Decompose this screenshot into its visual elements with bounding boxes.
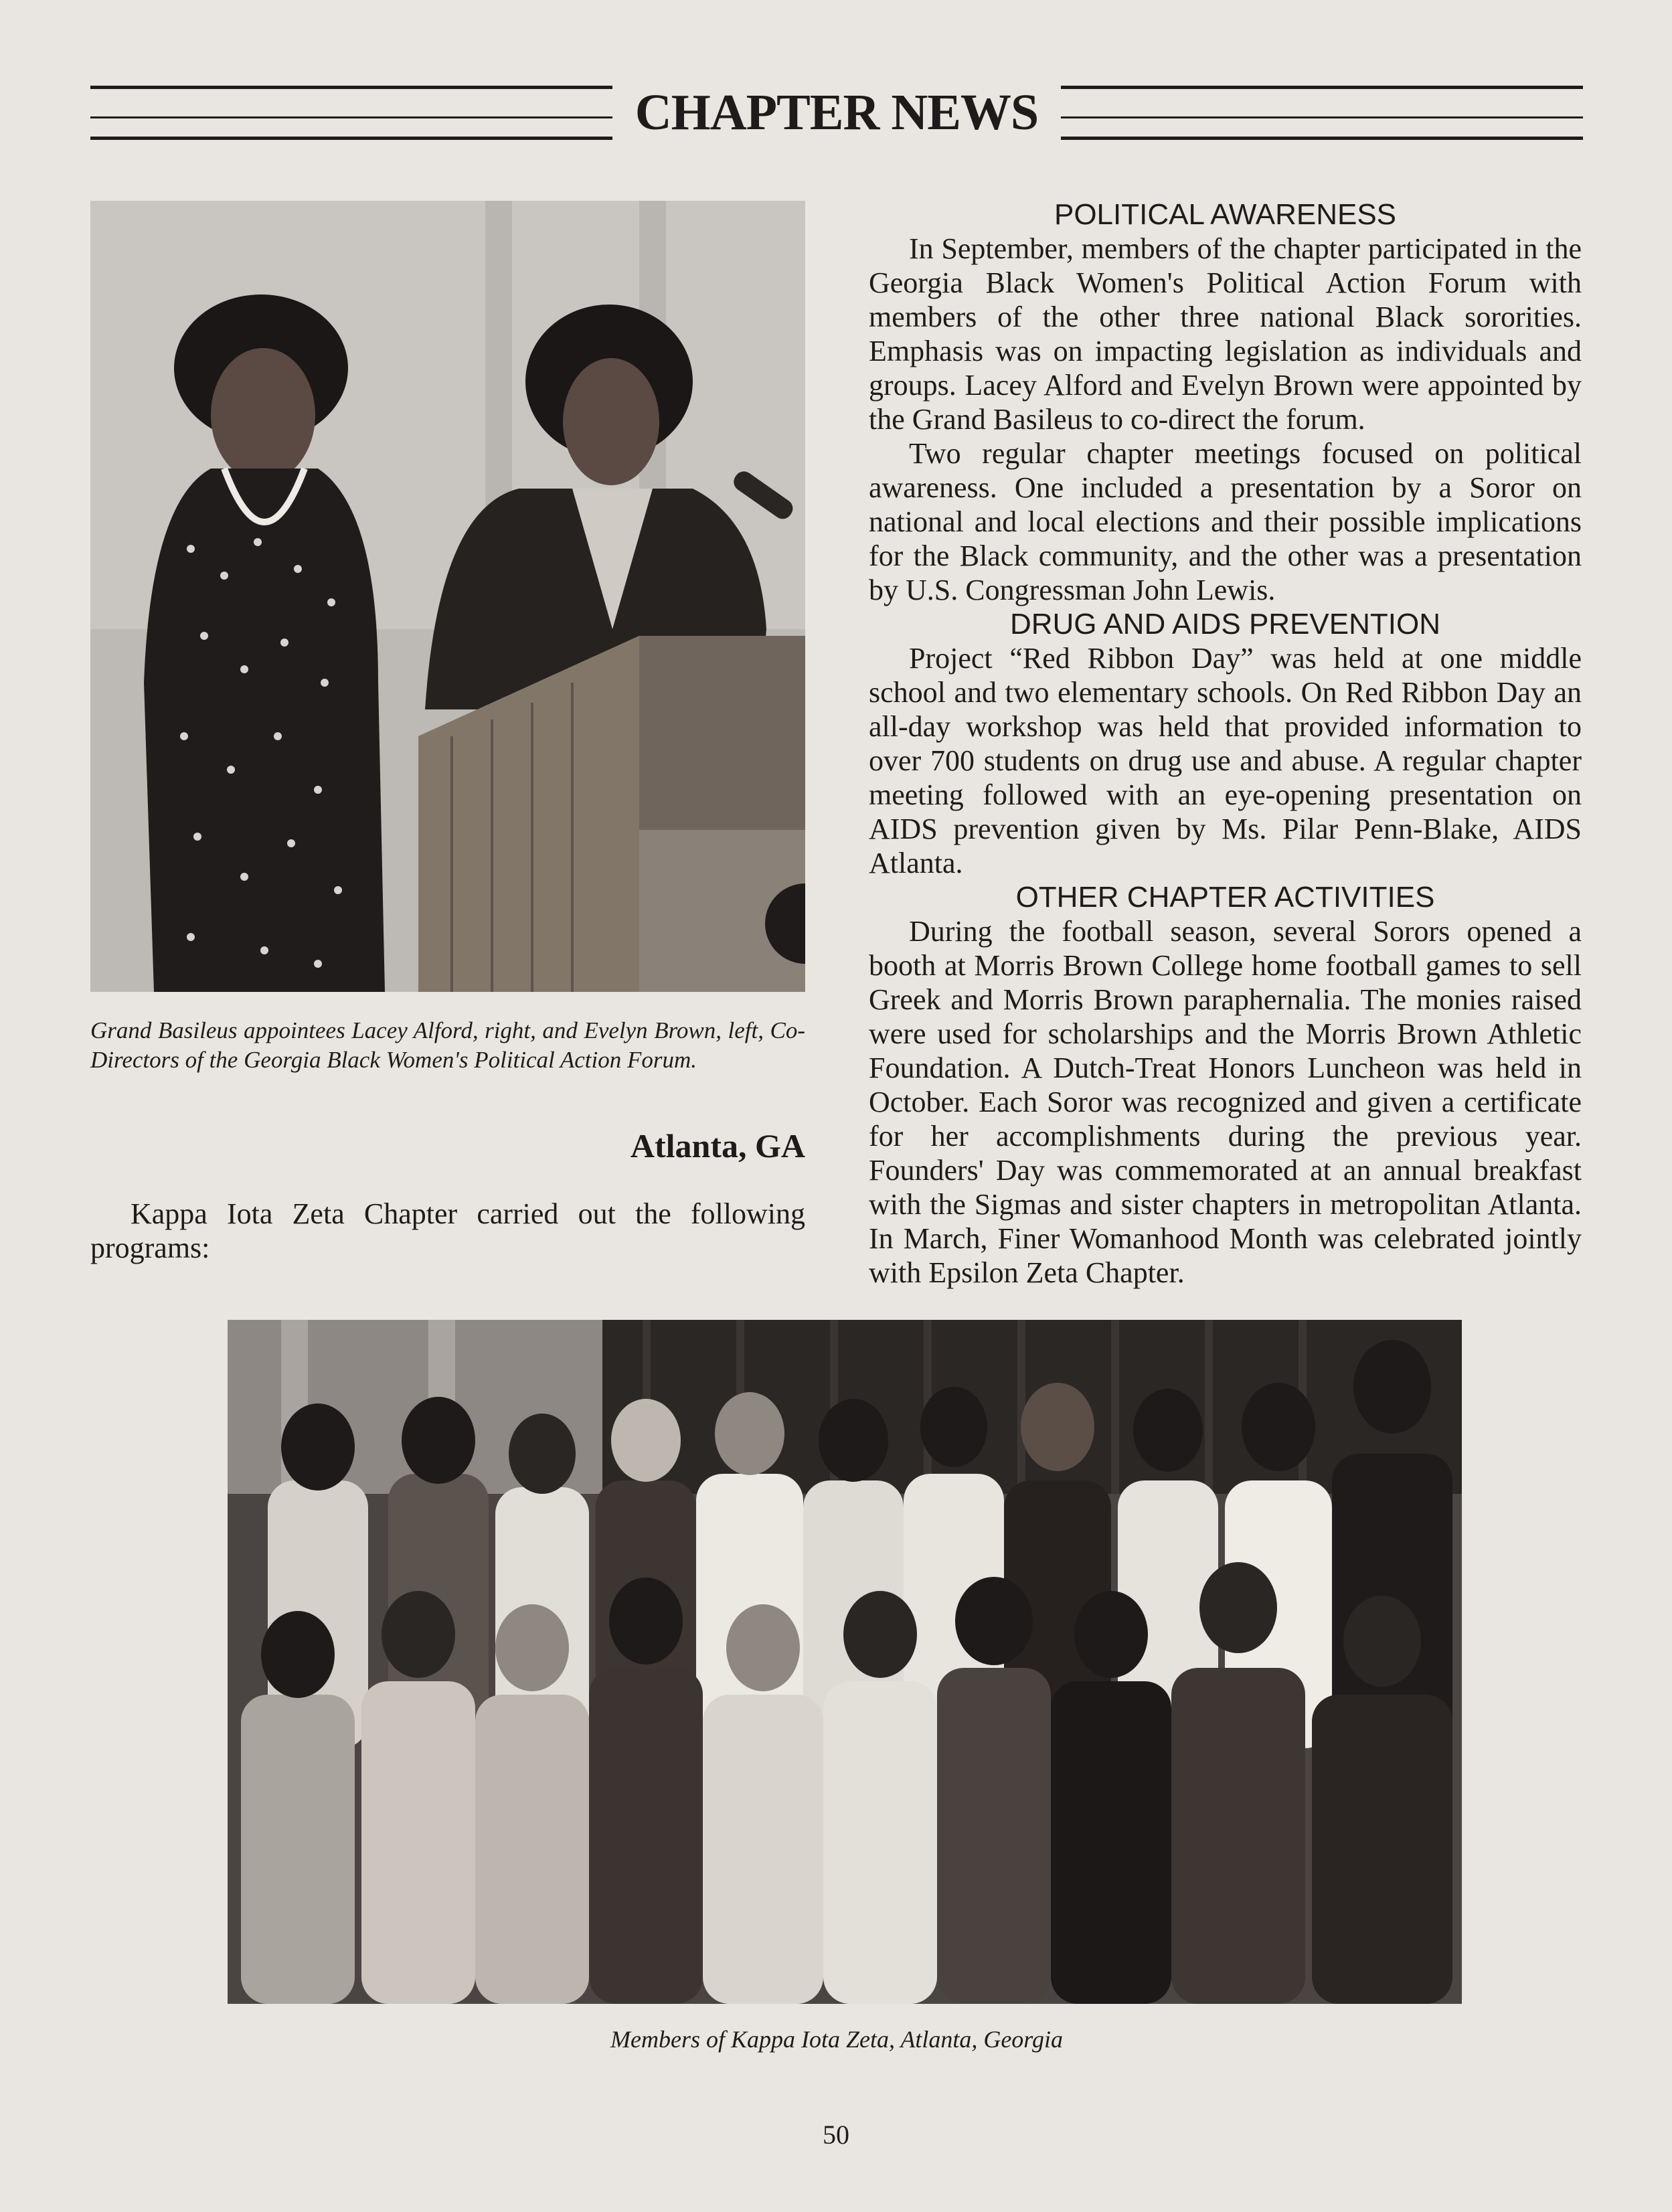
section-heading-drug-aids: DRUG AND AIDS PREVENTION (1009, 608, 1440, 641)
paragraph: In September, members of the chapter participated in the Georgia Black Women's Political Action Forum with members of the other three national Black sororities. Emphasis was on impacting legislation as individuals and groups. Lacey Alford and Evelyn Brown were appointed by the Grand Basileus to co-direct the forum. (869, 232, 1582, 436)
paragraph: Two regular chapter meetings focused on political awareness. One included a presentation by a Soror on national and local elections and their possible implications for the Black community, and the other was a presentation by U.S. Congressman John Lewis. (869, 437, 1582, 606)
paragraph: Project “Red Ribbon Day” was held at one middle school and two elementary schools. On Red Ribbon Day an all-day workshop was held that provided information to over 700 students on drug use and abuse. A regular chapter meeting followed with an eye-opening presentation on AIDS prevention given by Ms. Pilar Penn-Blake, AIDS Atlanta. (869, 642, 1582, 879)
city-heading: Atlanta, GA (630, 1127, 805, 1165)
section-heading-political: POLITICAL AWARENESS (1054, 198, 1397, 231)
section-heading-other: OTHER CHAPTER ACTIVITIES (1015, 881, 1435, 914)
photo-caption-top: Grand Basileus appointees Lacey Alford, right, and Evelyn Brown, left, Co-Directors of the Georgia Black Women's Political Action Forum. (90, 1017, 805, 1073)
masthead (90, 86, 1583, 139)
page-title (90, 86, 1583, 139)
article-column (869, 197, 1582, 1290)
paragraph: During the football season, several Sorors opened a booth at Morris Brown College home football games to sell Greek and Morris Brown paraphernalia. The monies raised were used for scholarships and the Morris Brown Athletic Foundation. A Dutch-Treat Honors Luncheon was held in October. Each Soror was recognized and given a certificate for her accomplishments during the previous year. Founders' Day was commemorated at an annual breakfast with the Sigmas and sister chapters in metropolitan Atlanta. In March, Finer Womanhood Month was celebrated jointly with Epsilon Zeta Chapter. (869, 915, 1582, 1289)
photo-group-members (228, 1320, 1462, 2004)
page-number: 50 (823, 2120, 849, 2150)
photo-caption-bottom: Members of Kappa Iota Zeta, Atlanta, Georgia (610, 2026, 1063, 2053)
page-title-text: CHAPTER NEWS (612, 84, 1061, 141)
photo-co-directors (90, 201, 805, 992)
intro-paragraph: Kappa Iota Zeta Chapter carried out the following programs: (90, 1197, 805, 1264)
